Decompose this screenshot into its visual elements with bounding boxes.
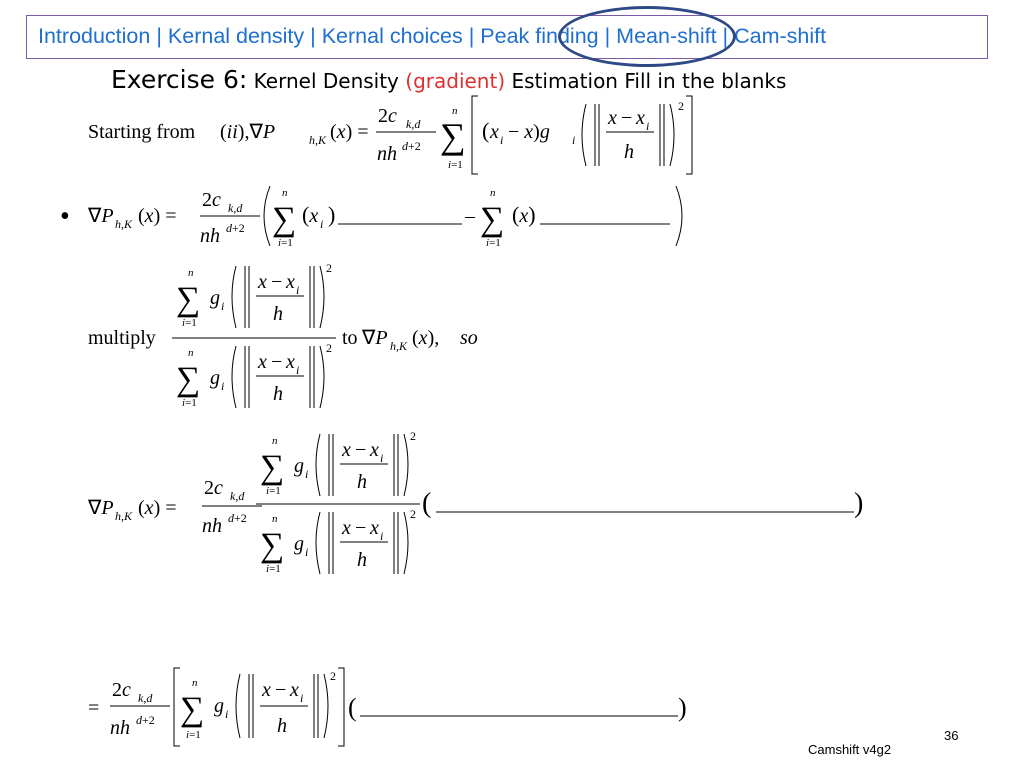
- equation-ratio-blank: [80, 424, 880, 584]
- svg-text:∑: ∑: [260, 527, 285, 564]
- svg-text:(: (: [348, 693, 357, 722]
- equation-starting-from: [80, 92, 700, 180]
- footer-label: Camshift v4g2: [808, 742, 892, 757]
- bullet: •: [60, 201, 70, 232]
- svg-text:(x: (x: [302, 202, 319, 227]
- svg-text:n: n: [272, 435, 278, 447]
- title-exercise: Exercise 6:: [111, 65, 248, 94]
- svg-text:x: x: [370, 439, 379, 461]
- svg-text:g: g: [210, 287, 220, 309]
- svg-text:k,d: k,d: [138, 691, 153, 705]
- svg-text:∑: ∑: [480, 201, 505, 238]
- svg-text:–: –: [465, 205, 475, 227]
- svg-text:x: x: [490, 121, 499, 143]
- svg-text:2: 2: [678, 99, 684, 113]
- nav-bar: [26, 15, 988, 59]
- nav-separator: |: [304, 24, 322, 48]
- svg-text:∑: ∑: [440, 116, 466, 156]
- svg-text:2c: 2c: [204, 477, 223, 499]
- svg-text:∑: ∑: [176, 361, 201, 398]
- svg-text:h: h: [624, 141, 634, 163]
- svg-text:−: −: [271, 271, 283, 293]
- label-so: so: [460, 327, 478, 349]
- svg-text:i: i: [380, 529, 384, 543]
- svg-text:−: −: [355, 439, 367, 461]
- svg-text:i: i: [300, 691, 304, 705]
- svg-text:i: i: [572, 133, 576, 147]
- svg-text:∑: ∑: [260, 449, 285, 486]
- svg-text:i: i: [500, 133, 504, 147]
- page-number: 36: [944, 728, 959, 743]
- svg-text:g: g: [294, 455, 304, 477]
- svg-text:h: h: [357, 471, 367, 493]
- svg-text:(x) =: (x) =: [138, 497, 177, 519]
- svg-text:d+2: d+2: [402, 139, 421, 153]
- svg-text:x: x: [636, 107, 645, 129]
- nav-item-peak-finding[interactable]: Peak finding: [480, 24, 599, 48]
- svg-text:h,K: h,K: [115, 509, 133, 523]
- nav-separator: |: [598, 24, 617, 48]
- svg-text:x: x: [342, 439, 351, 461]
- label-multiply: multiply: [88, 327, 156, 349]
- svg-text:i=1: i=1: [182, 317, 197, 329]
- svg-text:n: n: [272, 513, 278, 525]
- svg-text:2: 2: [326, 261, 332, 275]
- svg-text:d+2: d+2: [226, 221, 245, 235]
- title-gradient: (gradient): [405, 69, 506, 93]
- svg-text:(: (: [422, 488, 432, 519]
- svg-text:i: i: [296, 283, 300, 297]
- svg-text:n: n: [188, 347, 194, 359]
- svg-text:x: x: [258, 351, 267, 373]
- svg-text:i=1: i=1: [486, 237, 501, 249]
- svg-text:−: −: [621, 107, 633, 129]
- svg-text:2: 2: [326, 341, 332, 355]
- svg-text:n: n: [192, 677, 198, 689]
- current-section-highlight: [558, 6, 736, 67]
- svg-text:n: n: [282, 187, 288, 199]
- svg-text:h,K: h,K: [309, 133, 327, 147]
- svg-text:=: =: [88, 697, 100, 719]
- nav-item-kernal-choices[interactable]: Kernal choices: [321, 24, 463, 48]
- svg-text:i=1: i=1: [182, 397, 197, 409]
- svg-text:(x) =: (x) =: [330, 121, 369, 143]
- svg-text:∇P: ∇P: [88, 205, 114, 227]
- label-starting-from: Starting from: [88, 121, 196, 143]
- svg-text:i=1: i=1: [186, 729, 201, 741]
- svg-text:∑: ∑: [180, 691, 205, 728]
- svg-text:x: x: [342, 517, 351, 539]
- label-to: to: [342, 327, 358, 349]
- svg-text:g: g: [214, 695, 224, 717]
- svg-text:h,K: h,K: [115, 217, 133, 231]
- svg-text:h: h: [277, 715, 287, 737]
- svg-text:d+2: d+2: [136, 713, 155, 727]
- slide-title: [111, 65, 786, 94]
- svg-text:): ): [854, 488, 864, 519]
- svg-text:∇P: ∇P: [88, 497, 114, 519]
- svg-text:x: x: [286, 351, 295, 373]
- svg-text:∇P: ∇P: [362, 327, 388, 349]
- svg-text:−: −: [355, 517, 367, 539]
- svg-text:i: i: [221, 299, 225, 313]
- svg-text:x: x: [258, 271, 267, 293]
- svg-text:(x) =: (x) =: [138, 205, 177, 227]
- svg-text:x: x: [370, 517, 379, 539]
- svg-text:2: 2: [330, 669, 336, 683]
- nav-item-kernal-density[interactable]: Kernal density: [167, 24, 305, 48]
- svg-text:h,K: h,K: [390, 339, 408, 353]
- svg-text:i: i: [225, 707, 229, 721]
- svg-text:x: x: [262, 679, 271, 701]
- svg-text:2c: 2c: [378, 105, 397, 127]
- svg-text:k,d: k,d: [228, 201, 243, 215]
- svg-text:2c: 2c: [112, 679, 131, 701]
- nav-separator: |: [462, 24, 481, 48]
- nav-separator: |: [716, 24, 735, 48]
- svg-text:h: h: [357, 549, 367, 571]
- svg-text:i: i: [305, 545, 309, 559]
- svg-text:k,d: k,d: [230, 489, 245, 503]
- svg-text:2: 2: [410, 429, 416, 443]
- svg-text:x: x: [608, 107, 617, 129]
- equation-multiply: [80, 258, 520, 418]
- svg-text:g: g: [294, 533, 304, 555]
- svg-text:i: i: [380, 451, 384, 465]
- equation-final-blank: [80, 664, 700, 754]
- svg-text:(x): (x): [512, 202, 536, 227]
- svg-text:x: x: [286, 271, 295, 293]
- svg-text:i: i: [305, 467, 309, 481]
- svg-text:nh: nh: [377, 143, 397, 165]
- svg-text:i=1: i=1: [448, 159, 463, 171]
- svg-text:i: i: [296, 363, 300, 377]
- svg-text:i: i: [646, 119, 650, 133]
- svg-text:(x),: (x),: [412, 327, 440, 349]
- svg-text:k,d: k,d: [406, 117, 421, 131]
- svg-text:h: h: [273, 303, 283, 325]
- svg-text:i=1: i=1: [266, 485, 281, 497]
- svg-text:i: i: [221, 379, 225, 393]
- svg-text:n: n: [188, 267, 194, 279]
- svg-text:∑: ∑: [176, 281, 201, 318]
- svg-text:n: n: [452, 105, 458, 117]
- svg-text:i: i: [320, 217, 324, 231]
- nav-separator: |: [150, 24, 168, 48]
- svg-text:(: (: [482, 118, 490, 143]
- svg-text:2: 2: [410, 507, 416, 521]
- svg-text:d+2: d+2: [228, 511, 247, 525]
- svg-text:): ): [328, 202, 336, 227]
- svg-text:2c: 2c: [202, 189, 221, 211]
- svg-text:nh: nh: [200, 225, 220, 247]
- svg-text:i=1: i=1: [266, 563, 281, 575]
- svg-text:(ii),∇P: (ii),∇P: [220, 121, 276, 143]
- svg-text:∑: ∑: [272, 201, 297, 238]
- nav-item-cam-shift[interactable]: Cam-shift: [734, 24, 827, 48]
- equation-gradient-blanks: [80, 180, 700, 250]
- svg-text:− x)g: − x)g: [508, 121, 550, 143]
- title-part3: Estimation Fill in the blanks: [505, 69, 787, 93]
- svg-text:n: n: [490, 187, 496, 199]
- title-part1: Kernel Density: [247, 69, 406, 93]
- svg-text:): ): [678, 693, 687, 722]
- svg-text:h: h: [273, 383, 283, 405]
- svg-text:i=1: i=1: [278, 237, 293, 249]
- svg-text:x: x: [290, 679, 299, 701]
- nav-item-mean-shift[interactable]: Mean-shift: [616, 24, 717, 48]
- svg-text:−: −: [275, 679, 287, 701]
- svg-text:−: −: [271, 351, 283, 373]
- svg-text:nh: nh: [110, 717, 130, 739]
- svg-text:nh: nh: [202, 515, 222, 537]
- nav-item-introduction[interactable]: Introduction: [38, 24, 151, 48]
- svg-text:g: g: [210, 367, 220, 389]
